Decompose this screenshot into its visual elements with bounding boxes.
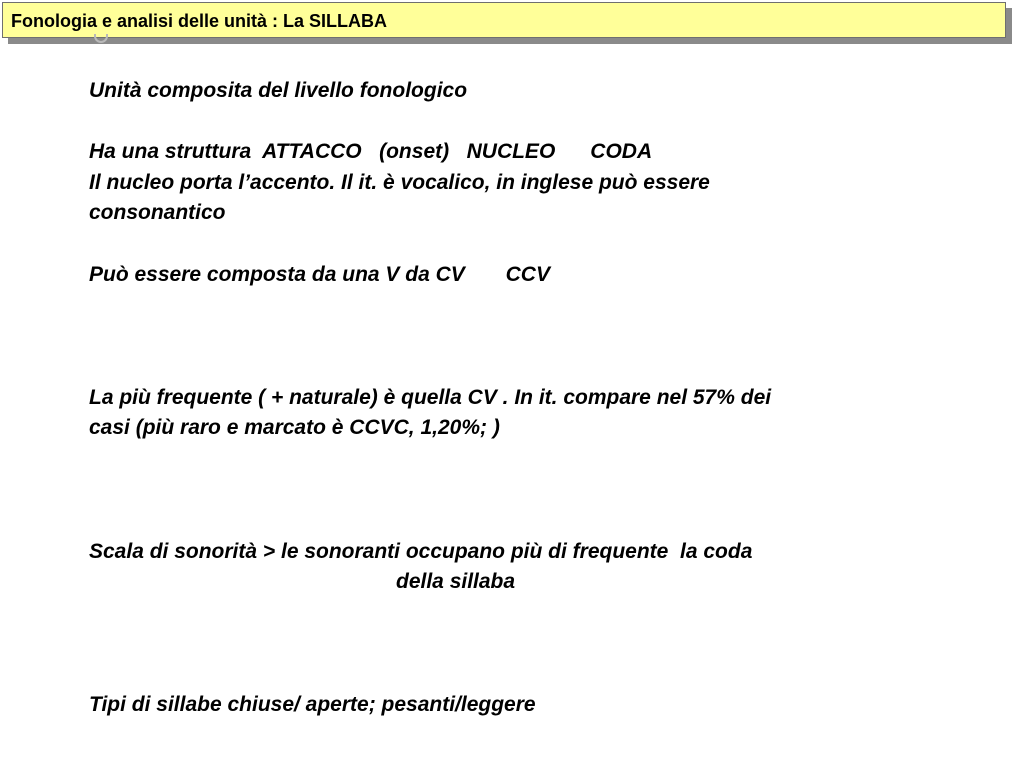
line-syllable-types: Tipi di sillabe chiuse/ aperte; pesanti/leggere [89,693,536,716]
slide-title: Fonologia e analisi delle unità : La SILLABA [11,11,388,31]
line-sonority: Scala di sonorità > le sonoranti occupano più di frequente la coda [89,540,753,563]
line-nucleus: Il nucleo porta l’accento. Il it. è vocalico, in inglese può essere [89,171,710,194]
line-structure: Ha una struttura ATTACCO (onset) NUCLEO CODA [89,140,653,163]
line-sonority-continued: della sillaba [396,570,516,593]
line-nucleus-continued: consonantico [89,201,226,224]
line-frequency-continued: casi (più raro e marcato è CCVC, 1,20%; ) [89,416,500,439]
line-frequency: La più frequente ( + naturale) è quella CV . In it. compare nel 57% dei [89,386,772,409]
line-definition: Unità composita del livello fonologico [89,79,468,102]
line-composition: Può essere composta da una V da CV CCV [89,263,550,286]
